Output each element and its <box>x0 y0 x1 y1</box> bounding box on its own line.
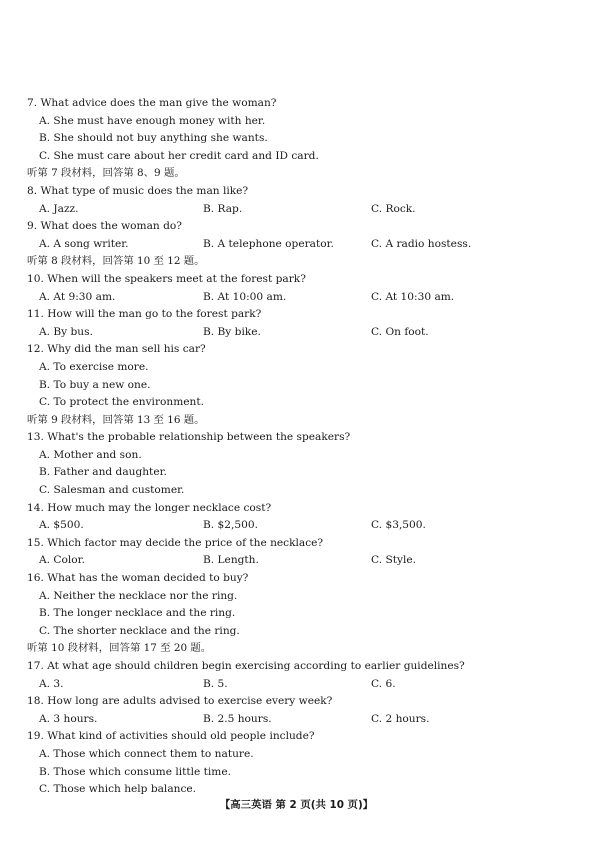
question-7: 7. What advice does the man give the woman? <box>27 97 277 109</box>
question-16: 16. What has the woman decided to buy? <box>27 572 249 585</box>
question-15: 15. Which factor may decide the price of the necklace? <box>27 536 324 549</box>
question-10: 10. When will the speakers meet at the forest park? <box>27 272 306 285</box>
question-8: 8. What type of music does the man like? <box>27 184 249 197</box>
q10-options <box>27 289 567 307</box>
q14-option-c: C. $3,500. <box>371 519 426 532</box>
q19-option-b: B. Those which consume little time. <box>39 765 231 778</box>
q14-options <box>27 517 567 535</box>
question-14: 14. How much may the longer necklace cost? <box>27 501 272 514</box>
q10-option-c: C. At 10:30 am. <box>371 290 455 303</box>
question-9: 9. What does the woman do? <box>27 220 182 233</box>
q16-option-b: B. The longer necklace and the ring. <box>39 607 236 620</box>
q14-option-a: A. $500. <box>39 519 84 532</box>
q9-option-b: B. A telephone operator. <box>203 237 334 250</box>
question-12: 12. Why did the man sell his car? <box>27 343 206 356</box>
q8-option-a: A. Jazz. <box>39 202 79 215</box>
q16-option-c: C. The shorter necklace and the ring. <box>39 624 240 637</box>
question-list <box>27 95 567 799</box>
q14-option-b: B. $2,500. <box>203 519 258 532</box>
q19-option-a: A. Those which connect them to nature. <box>39 747 254 760</box>
q18-option-a: A. 3 hours. <box>39 712 98 725</box>
q7-option-c: C. She must care about her credit card and ID card. <box>39 149 319 162</box>
q7-option-a: A. She must have enough money with her. <box>39 114 266 127</box>
q10-option-b: B. At 10:00 am. <box>203 290 287 303</box>
q13-option-a: A. Mother and son. <box>39 448 142 461</box>
q12-option-c: C. To protect the environment. <box>39 396 204 409</box>
q16-option-a: A. Neither the necklace nor the ring. <box>39 589 238 602</box>
q7-option-b: B. She should not buy anything she wants. <box>39 132 268 145</box>
q17-option-a: A. 3. <box>39 677 64 690</box>
section-9-instruction: 听第 9 段材料，回答第 13 至 16 题。 <box>27 413 205 426</box>
q9-option-c: C. A radio hostess. <box>371 237 472 250</box>
question-18: 18. How long are adults advised to exercise every week? <box>27 695 333 708</box>
question-11: 11. How will the man go to the forest park? <box>27 308 262 321</box>
q15-option-b: B. Length. <box>203 554 259 567</box>
q18-options <box>27 711 567 729</box>
question-19: 19. What kind of activities should old people include? <box>27 730 315 743</box>
q15-options <box>27 552 567 570</box>
q11-options <box>27 324 567 342</box>
page-footer: 【高三英语 第 2 页(共 10 页)】 <box>219 799 374 811</box>
q19-option-c: C. Those which help balance. <box>39 783 197 796</box>
q15-option-a: A. Color. <box>39 554 85 567</box>
q11-option-c: C. On foot. <box>371 325 429 338</box>
q8-options <box>27 201 567 219</box>
q18-option-b: B. 2.5 hours. <box>203 712 272 725</box>
q10-option-a: A. At 9:30 am. <box>39 290 116 303</box>
q11-option-b: B. By bike. <box>203 325 261 338</box>
q13-option-b: B. Father and daughter. <box>39 466 167 479</box>
q15-option-c: C. Style. <box>371 554 416 567</box>
q9-option-a: A. A song writer. <box>39 237 129 250</box>
q17-option-c: C. 6. <box>371 677 396 690</box>
q13-option-c: C. Salesman and customer. <box>39 484 185 497</box>
q12-option-a: A. To exercise more. <box>39 360 149 373</box>
question-17: 17. At what age should children begin exercising according to earlier guidelines? <box>27 660 465 672</box>
q12-option-b: B. To buy a new one. <box>39 378 151 391</box>
section-10-instruction: 听第 10 段材料，回答第 17 至 20 题。 <box>27 642 212 655</box>
q8-option-c: C. Rock. <box>371 202 416 215</box>
q17-option-b: B. 5. <box>203 677 228 690</box>
section-7-instruction: 听第 7 段材料，回答第 8、9 题。 <box>27 167 185 180</box>
q11-option-a: A. By bus. <box>39 325 93 338</box>
q18-option-c: C. 2 hours. <box>371 712 430 725</box>
q9-options <box>27 236 567 254</box>
q8-option-b: B. Rap. <box>203 202 243 215</box>
section-8-instruction: 听第 8 段材料，回答第 10 至 12 题。 <box>27 255 205 268</box>
question-13: 13. What's the probable relationship between the speakers? <box>27 431 351 444</box>
q17-options <box>27 676 567 694</box>
